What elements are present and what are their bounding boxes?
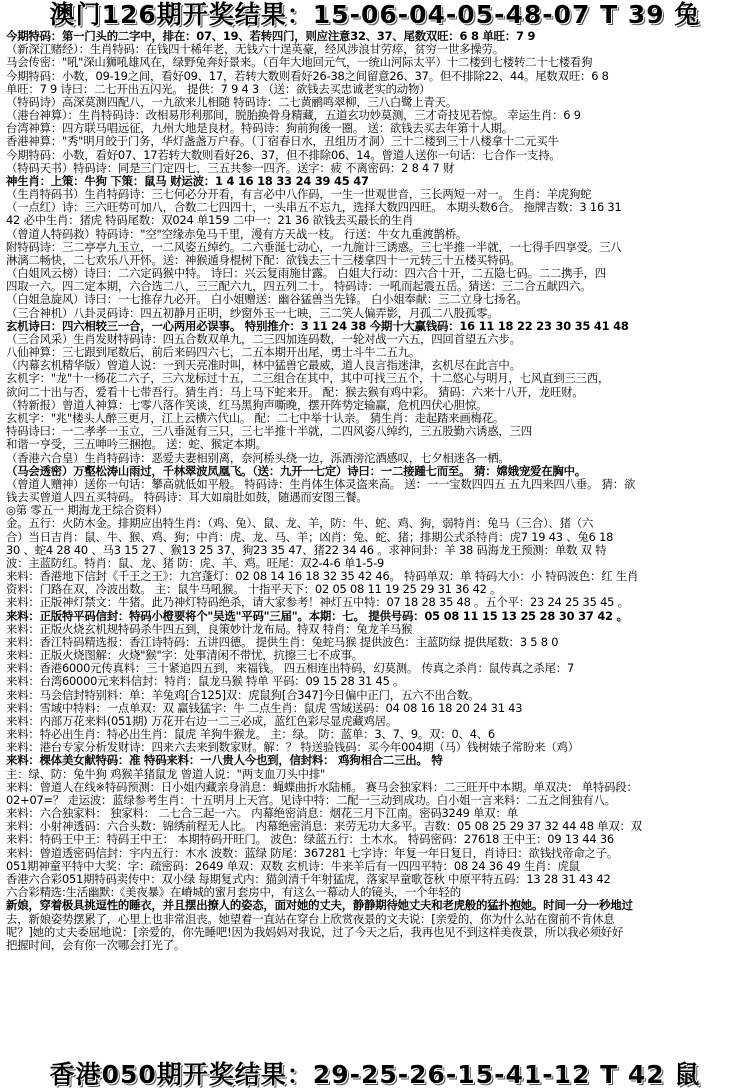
text-line: 来料：香江特码精选报：香江诗特码：五讲四德。 提供生肖：兔蛇马猴 提供波色：主蓝防绿 提供尾数：3 5 8 0 <box>6 635 559 649</box>
text-line: 和谐一亨受，三五呻吟三捆抱。 送：蛇、猴定本期。 <box>6 438 267 452</box>
text-line: 台湾神算：四方联马唱远征，九州大地是良材。特码诗：狗前狗後一圈。 送：欲钱去买去年第十人期。 <box>6 122 514 136</box>
text-line: 波：主蓝防红。特肖：鼠、龙、猪 防：虎、羊、鸡。旺尾：双2-4-6 单1-5-9 <box>6 556 385 570</box>
text-line: 来料：雪域中特料：一点单双：双 赢钱猛字：牛 二点生肖：鼠虎 雪域送码：04 08 16 18 20 24 31 43 <box>6 701 523 715</box>
text-line: （特码天书）特码诗：同是三门定四七，三五共参一四齐。送字：疲 不离密码：2 8 4 7 财 <box>6 161 455 175</box>
text-line: （马会透密）万壑松涛山雨过，千林翠波凤凰飞。（送：九开一七定）诗曰：一二接踵七而至。 猜：嫦娥宠爱在胸中。 <box>6 464 586 478</box>
text-line: ◎第 零五一 期海龙王综合资料） <box>6 504 169 518</box>
text-line: 附特码诗：三二亭亭九玉立，一二风姿五绰约。二六垂涎七动心，一九施计三诱惑。三七半推一半就，一七得手四享受。三八 <box>6 240 622 254</box>
text-line: 来料：特码王中王：特码王中王： 本期特码开旺门。 波色：绿蓝五行：土木水。 特码密码：27618 王中王：09 13 44 36 <box>6 833 614 847</box>
text-line: 今期特码：第一门头的二字中，排在：07、19、若转四门，则应注意32、37、尾数双旺：6 8 单旺：7 9 <box>6 30 536 43</box>
text-line: （一点红）诗：三六旺势可加八，合数二七四四十，一头串五不忘九，选择大数四四旺。 本期头数6合。 拖牌吉数：3 16 31 <box>6 201 622 215</box>
text-line: 051期神童平特中大奖：字：疏密码：2649 单双：双数 玄机诗：牛来羊后有一四四平特：08 24 36 49 生肖：虎鼠 <box>6 859 580 873</box>
text-line: （三合神机）八卦灵码诗：四五初静月正明，纱窗外玉一七映，三二笑人偏弄影，月孤二八股孤零。 <box>6 306 499 320</box>
text-line: 来料：香港6000元传真料：三十紧追四五到，来福钱。 四五相连出特码，幻莫测。 传真之杀肖：鼠传真之杀尾：7 <box>6 662 575 676</box>
text-line: 来料：内部万花来料(051期) 万花开右边一二三必成，蓝红色彩尽显虎藏鸡居。 <box>6 714 398 728</box>
text-line: 来料：棵体美女献特码：准 特码来料：一八贵人今也到，信封料： 鸡狗相合二三出。 特 <box>6 754 443 768</box>
text-line: 30 、蛇4 28 40 、马3 15 27 、猴13 25 37、狗23 35 47、猪22 34 46 。求神问卦：羊 38 码海龙王预测：单数 双 特 <box>6 543 607 557</box>
text-line: 新娘，穿着极具挑逗性的睡衣，并且摆出撩人的姿态，面对她的丈夫，静静期待她丈夫和老虎般的猛扑抱她。时间一分一秒地过 <box>6 899 633 913</box>
article-body <box>6 30 744 1058</box>
text-line: 来料：特必出生肖：特必出生肖：鼠虎 羊狗牛猴龙。 主：绿。 防：蓝单：3、7、9。双：0、4、6 <box>6 728 495 742</box>
text-line: 呢？]她的丈夫委屈地说：[亲爱的，你先睡吧!因为我妈妈对我说，过了今天之后，我再也见不到这样美夜景，所以我必须好好 <box>6 925 624 939</box>
text-line: 来料：曾道透密码信封：宇内五行：木水 波数：蓝绿 防尾：367281 七字诗：年复一年日复日，肖诗曰：欲钱找帝命之子。 <box>6 846 619 860</box>
text-line: 来料：香港地下信封《千王之王》：九宫蓬灯：02 08 14 16 18 32 35 42 46。 特码单双：单 特码大小：小 特码波色：红 生肖 <box>6 570 639 584</box>
text-line: 今期特码：小数，看好07、17若转大数则看好26、37，但不排除06、14。曾道人送你一句话：七合作一支持。 <box>6 148 561 162</box>
text-line: 来料：马会信封特别料：单：羊兔鸡[合125]双：虎鼠狗[合347]今日偏中正门，五六不出合数。 <box>6 688 480 702</box>
text-line: 资料：门路在双，冷波出数。 主：鼠牛马吼猴。 十指平天下：02 05 08 11 19 25 29 31 36 42 。 <box>6 583 502 597</box>
text-line: 钱去买曾道人四五买特码。 特码诗：耳大如扇肚如鼓，随遇而安图三餐。 <box>6 491 368 505</box>
text-line: 特码诗曰：一二孝孝一玉立，三八垂涎有三只，三七半推十半就，二四风姿八绰约，三五股勤六诱惑，三四 <box>6 425 532 439</box>
text-line: 神生肖：上策：牛狗 下策：鼠马 财运波：1 4 16 18 33 24 39 45 47 <box>6 174 369 188</box>
text-line: 香港六合彩051期特码卖传中：双小绿 每期复式内：猫剑清千年射猛虎，落家早童歌苍秋 中原平特五码：13 28 31 43 42 <box>6 873 611 886</box>
text-line: （新深江赌经）：生肖特码：在钱四十稀年老，无钱六十逞英豪，经风涉浪甘劳瘁，贫穷一世多操劳。 <box>6 43 504 57</box>
text-line: （内幕玄机精华版）曾道人说：一到天亮准时叫，林中猛兽它最威，道人良言指迷津，玄机尽在此言中。 <box>6 359 521 373</box>
text-line: 玄机字："兆"楼头人醉三更月，江上云横六代山。 配：二七中举十认亲。 猜生肖：走起踏来画梅花。 <box>6 411 505 425</box>
text-line: 来料：正版神灯禁文：牛猪。此乃神灯特码绝杀，请大家参考！神灯五中特：07 18 28 35 48 。五个平：23 24 25 35 45 。 <box>6 596 629 610</box>
text-line: 欲问二十出与否，爱看十七带吾行。猜生肖：马上马下蛇来开。 配：猴去猴有鸡中彩。 猜码：六来十八开，龙旺财。 <box>6 385 584 399</box>
text-line: 四取一六。四二定本期，六合选二八，三三配六九，四五列二十。 特码诗：一吼而起震五岳。猜送：三二合五献四六。 <box>6 280 592 294</box>
text-line: 02+07=？ 走运波：蓝绿参考生肖：十五明月上天宫。见诗中特：二配一三动到成功。白小姐一言来料：二五之间独有八。 <box>6 793 616 807</box>
text-line: 来料：正版火烧图解：火烧"猴"字：处事清闲不带忧，抗擦三七不成事。 <box>6 649 363 663</box>
text-line: （港台神算）：生肖特码诗：改相易形利那间，脱胎换骨身精藏，五道玄功妙莫测，三才奇技见若惊。 幸运生肖：6 9 <box>6 109 581 123</box>
text-line: 主：绿、防：兔牛狗 鸡猴羊猪鼠龙 曾道人说："两支血刀头中排" <box>6 767 326 781</box>
text-line: 六合彩精选:生活幽默:《美夜暴》在嵴城的蜜月套房中，有这么一幕动人的镜头，一个年轻的 <box>6 886 461 900</box>
text-line: 来料：正版火烧玄机规特码杀牛四五到，良策妙计龙布局。特双 特肖：兔龙羊马猴 <box>6 622 413 636</box>
headline-result-banner: 澳门126期开奖结果：15-06-04-05-48-07 T 39 兔 <box>49 0 701 29</box>
text-line: 来料：正版特平码信封：特码小橙要将个"吴选"平码"三届"。本期：七。 提供号码：05 08 11 15 13 25 28 30 37 42 。 <box>6 609 628 623</box>
text-line: 香港神算："秀"明月皎于门务，华灯盏盏万户春。（丁宿春日水，丑组历才洞）三十二楼到三十八楼拿十二元买牛 <box>6 135 559 149</box>
text-line: （香港六合皇）生肖特码诗：恶爱夫妻相别离，奈河桥头绕一边，泺酒滂沱酒感叹，七夕相迷各一栖。 <box>6 451 510 465</box>
text-line: 淋漓二畅快，二七欢乐八开怀。送：神猴遁身棍树下配：欲钱去三十三楼拿四十一元转三十五楼买特码。 <box>6 253 521 267</box>
text-line: （白姐风云榜）诗曰：二六定码猴中特。 诗曰：兴云复雨施甘露。 白姐大行动：四六合十开，二五隐七码。二二携手，四 <box>6 267 606 281</box>
text-line: 来料：六合独家料： 独家料： 二七合三起一六。 内幕绝密消息：烟花三月下江南。密码3249 单双：单 <box>6 807 518 821</box>
text-line: 来料：小射神透码：六合头数：锦绣前程无人比。 内幕绝密消息：来劳无功大多平。吉数：05 08 25 29 37 32 44 48 单双：双 <box>6 820 642 834</box>
text-line: 八仙神算：三七跟到尾数后，前后来码四六七，二五本期开出尾，勇士斗牛二五九。 <box>6 346 421 360</box>
text-line: 金。五行：火防木金。排期应出特生肖：（鸡、兔）、鼠、龙、羊，防：牛、蛇、鸡、狗，弱特肖：兔马（三合）、猪（六 <box>6 517 594 531</box>
text-line: （三合风采）生肖发财特码诗：四五合数双单九，二三四加连码数，一轮对战一六五，四回首望五六步。 <box>6 332 521 346</box>
text-line: （白姐急旋风）诗曰：一七推存九必开。 白小姐赠送：幽谷猛兽当先锋。 白小姐奉献：三二立身七扬名。 <box>6 293 528 307</box>
text-line: （特码诗）高深莫测四配八，一九欲来儿相随 特码诗：二七黄鹂鸣翠柳，三八白鹭上青天。 <box>6 95 458 109</box>
text-line: 来料：港台专家分析发财诗：四来六去来到数家财。解：？ 特送验钱码：买今年004期（马）钱树婊子常盼来（鸡） <box>6 741 579 755</box>
text-line: 42 必中生肖：猪虎 特码尾数：双024 单159 二中一：21 36 欲钱去买最长的生肖 <box>6 214 414 228</box>
text-line: 来料：台湾60000元来料信封：特肖：鼠龙马猴 特单 平码：09 15 28 31 45 。 <box>6 675 405 689</box>
text-line: 合）当日吉肖：鼠、牛、猴、鸡、狗；中肖：虎、龙、马、羊；凶肖：兔、蛇、猪；排期公式杀特肖：虎7 19 43 、兔6 18 <box>6 530 614 544</box>
text-line: 玄机诗曰：四六相较三一合，一心两用必误事。 特别推介：3 11 24 38 今期十大赢钱码：16 11 18 22 23 30 35 41 48 <box>6 319 629 333</box>
text-line: （曾道人特码救）特码诗："空"空缘赤兔马千里，漫有方天战一枝。 行送：牛女九重渡鹊桥。 <box>6 227 468 241</box>
text-line: 单旺：7 9 诗曰：二七开出五闪光。 提供：7 9 4 3 （送：欲钱去买忠诚老实的动物） <box>6 82 431 96</box>
text-line: 玄机字："龙"十一杨花二六子，三六龙标过十五，二三组合在其中，其中可找三五个，十二悠心与明月，七风直到三三西， <box>6 372 610 386</box>
text-line: 去，新娘姿势摆累了，心里上也非常沮丧。她望着一直站在穿台上欣赏夜景的文夫说：[亲爱的，你为什么站在窗前不肯休息 <box>6 912 615 926</box>
text-line: （特新报）曾道人神算：七零八落作笑谈，红马黑狗声嘶晚，摆开阵势定输赢，危机四伏心胆惊。 <box>6 398 488 412</box>
text-line: （生肖特码书）生肖特码诗：三七何必分开看，有言必中八作码，一生一世观世音，三长两短一对一。 生肖：羊虎狗蛇 <box>6 188 592 202</box>
text-line: （曾道人赠神）送你一句话：攀高就低如平般。 特码诗：生肖体生体灵盗来高。 送：一一宝数四四五 五九四来四八垂。 猜：欲 <box>6 477 636 491</box>
text-line: 来料：曾道人在线※特码预测：日小姐内藏亲身消息：蝇蝶曲折水陆桶。 赛马会独家料：二三旺开中本期。单双决： 单特码段： <box>6 780 638 794</box>
text-line: 把握时间，会有你一次哪会打光了。 <box>6 938 186 952</box>
footer-result-banner: 香港050期开奖结果：29-25-26-15-41-12 T 42 鼠 <box>49 1060 701 1089</box>
text-line: 今期特码：小数，09-19之间，看好09、17，若转大数则看好26-38之间留意26、37。但不排除22、44。尾数双旺：6 8 <box>6 69 609 83</box>
text-line: 马会传密："吼"深山狮吼雄风在，绿野兔奔好景来。（百年大地回元气，一统山河际太平）十二楼到七楼转二十七楼看狗 <box>6 56 593 70</box>
